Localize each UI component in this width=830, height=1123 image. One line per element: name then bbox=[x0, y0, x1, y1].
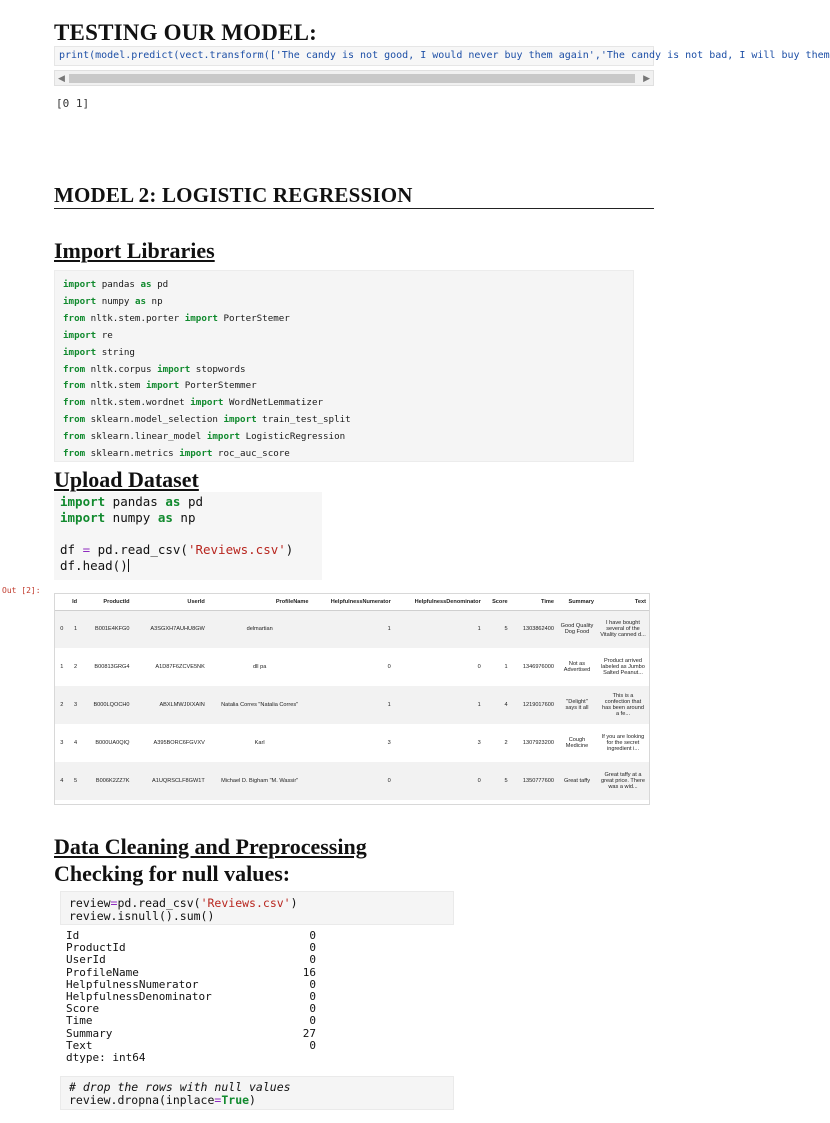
code-token: roc_auc_score bbox=[212, 448, 290, 460]
keyword: from bbox=[63, 431, 86, 443]
import-line bbox=[63, 294, 625, 311]
code-token: train_test_split bbox=[256, 414, 351, 426]
code-token: pandas bbox=[105, 494, 166, 509]
code-token: nltk.stem.porter bbox=[85, 312, 185, 324]
heading-upload-dataset: Upload Dataset bbox=[54, 467, 199, 492]
string-literal: 'Reviews.csv' bbox=[187, 542, 286, 557]
column-name: Text bbox=[66, 1038, 93, 1052]
table-cell: 3 bbox=[66, 686, 80, 724]
code-token: sklearn.metrics bbox=[85, 448, 180, 460]
table-cell: delmartian bbox=[208, 610, 312, 648]
table-cell: 5 bbox=[66, 762, 80, 800]
heading-divider bbox=[54, 208, 654, 209]
column-header: Id bbox=[66, 594, 80, 610]
table-cell: dll pa bbox=[252, 664, 267, 670]
code-token: string bbox=[96, 346, 135, 358]
table-cell: "Delight" says it all bbox=[557, 686, 597, 724]
import-line bbox=[63, 446, 625, 463]
table-cell: Cough Medicine bbox=[565, 737, 589, 749]
null-check-code-cell[interactable] bbox=[60, 891, 454, 925]
code-line bbox=[69, 1094, 445, 1107]
keyword: from bbox=[63, 414, 86, 426]
predict-code-cell[interactable] bbox=[54, 46, 830, 66]
keyword: from bbox=[63, 363, 86, 375]
predict-code-line: print(model.predict(vect.transform(['The candy is not good, I would never buy them again','The candy is not bad, I will buy them bbox=[59, 50, 830, 61]
keyword: from bbox=[63, 448, 86, 460]
code-line bbox=[60, 510, 316, 526]
dataframe-body bbox=[55, 610, 649, 800]
import-line bbox=[63, 395, 625, 412]
table-row bbox=[55, 724, 649, 762]
column-name: ProductId bbox=[66, 941, 126, 955]
null-count-value: 0 bbox=[309, 977, 316, 991]
column-name: Score bbox=[66, 1002, 100, 1016]
keyword: from bbox=[63, 380, 86, 392]
dropna-code-cell[interactable] bbox=[60, 1076, 454, 1110]
import-line bbox=[63, 412, 625, 429]
heading-testing-model: TESTING OUR MODEL: bbox=[54, 20, 318, 45]
table-cell: 0 bbox=[394, 762, 484, 800]
keyword: import bbox=[146, 380, 180, 392]
table-cell: 1 bbox=[311, 610, 393, 648]
code-token: numpy bbox=[105, 510, 158, 525]
code-token: LogisticRegression bbox=[240, 431, 346, 443]
operator: = bbox=[110, 896, 118, 910]
table-row bbox=[55, 610, 649, 648]
heading-import-libraries: Import Libraries bbox=[54, 238, 215, 263]
table-cell: B001E4KFG0 bbox=[80, 610, 132, 648]
table-cell: 1 bbox=[394, 686, 484, 724]
code-token: nltk.stem.wordnet bbox=[85, 397, 191, 409]
code-token: review.dropna(inplace bbox=[69, 1093, 215, 1107]
keyword: import bbox=[60, 510, 106, 525]
blank-line bbox=[60, 526, 316, 542]
table-cell: If you are looking for the secret ingredient i... bbox=[601, 734, 645, 752]
table-cell: Great taffy at a great price. There was a wid... bbox=[597, 762, 649, 800]
keyword: True bbox=[221, 1093, 250, 1107]
keyword: as bbox=[157, 510, 173, 525]
import-line bbox=[63, 311, 625, 328]
column-name: Time bbox=[66, 1014, 93, 1028]
null-count-value: 0 bbox=[309, 953, 316, 967]
null-count-row bbox=[66, 1028, 316, 1040]
code-token: pd bbox=[180, 494, 204, 509]
import-line bbox=[63, 277, 625, 294]
table-cell: A1D87F6ZCVE5NK bbox=[155, 664, 205, 670]
scroll-right-icon[interactable]: ▶ bbox=[643, 73, 650, 83]
null-count-value: 0 bbox=[309, 1002, 316, 1016]
table-cell: I have bought several of the Vitality canned d... bbox=[597, 610, 649, 648]
column-name: HelpfulnessNumerator bbox=[66, 977, 199, 991]
code-token: re bbox=[96, 329, 113, 341]
keyword: import bbox=[157, 363, 191, 375]
code-token: WordNetLemmatizer bbox=[223, 397, 324, 409]
string-literal: 'Reviews.csv' bbox=[200, 896, 291, 910]
dataframe-table bbox=[55, 594, 649, 800]
keyword: import bbox=[63, 295, 97, 307]
table-cell: 0 bbox=[477, 664, 481, 670]
code-token: sklearn.model_selection bbox=[85, 414, 224, 426]
null-count-value: 0 bbox=[309, 989, 316, 1003]
table-cell: 5 bbox=[484, 762, 511, 800]
upload-code-cell[interactable] bbox=[54, 492, 322, 580]
code-token: sklearn.linear_model bbox=[85, 431, 207, 443]
keyword: import bbox=[63, 329, 97, 341]
keyword: import bbox=[190, 397, 224, 409]
code-line bbox=[60, 558, 316, 574]
table-cell: Good Quality Dog Food bbox=[557, 610, 597, 648]
table-cell: 2 bbox=[55, 686, 66, 724]
code-line bbox=[60, 542, 316, 558]
table-cell: A1UQRSCLF8GW1T bbox=[133, 762, 208, 800]
table-cell: This is a confection that has been around a fe... bbox=[597, 686, 649, 724]
import-line bbox=[63, 345, 625, 362]
table-cell: 1 bbox=[66, 610, 80, 648]
null-count-value: 27 bbox=[302, 1026, 316, 1040]
keyword: as bbox=[134, 295, 147, 307]
column-header: UserId bbox=[133, 594, 208, 610]
table-cell: 1 bbox=[504, 664, 508, 670]
table-row bbox=[55, 762, 649, 800]
table-cell: 0 bbox=[311, 762, 393, 800]
column-header: Score bbox=[484, 594, 511, 610]
predict-output: [0 1] bbox=[56, 97, 90, 110]
horizontal-scrollbar[interactable] bbox=[54, 70, 654, 86]
heading-model2: MODEL 2: LOGISTIC REGRESSION bbox=[54, 183, 413, 207]
keyword: import bbox=[184, 312, 218, 324]
table-cell: 3 bbox=[477, 740, 481, 746]
column-name: UserId bbox=[66, 953, 106, 967]
table-cell: Great taffy bbox=[557, 762, 597, 800]
null-count-value: 16 bbox=[302, 965, 316, 979]
dtype-line: dtype: int64 bbox=[66, 1050, 146, 1064]
table-cell: 2 bbox=[73, 664, 78, 670]
column-name: ProfileName bbox=[66, 965, 139, 979]
code-token: nltk.stem bbox=[85, 380, 146, 392]
null-count-value: 0 bbox=[309, 941, 316, 955]
code-token: stopwords bbox=[190, 363, 246, 375]
table-cell: A3SGXH7AUHU8GW bbox=[133, 610, 208, 648]
null-count-value: 0 bbox=[309, 1014, 316, 1028]
import-line bbox=[63, 362, 625, 379]
table-cell: Not as Advertised bbox=[563, 661, 591, 673]
column-header: HelpfulnessNumerator bbox=[311, 594, 393, 610]
keyword: as bbox=[140, 279, 152, 290]
table-cell: 0 bbox=[55, 610, 66, 648]
table-cell: 1307923200 bbox=[522, 740, 554, 746]
keyword: from bbox=[63, 397, 86, 409]
table-cell: A395BORC6FGVXV bbox=[153, 740, 205, 746]
table-cell: 3 bbox=[387, 740, 391, 746]
column-name: Summary bbox=[66, 1026, 113, 1040]
operator: = bbox=[214, 1093, 222, 1107]
dataframe-output bbox=[54, 593, 650, 805]
table-cell: 4 bbox=[73, 740, 78, 746]
table-cell: B000LQOCH0 bbox=[80, 686, 132, 724]
code-token: ) bbox=[290, 896, 298, 910]
scroll-left-icon[interactable]: ◀ bbox=[58, 73, 65, 83]
column-header: Time bbox=[511, 594, 557, 610]
table-cell: 1 bbox=[60, 664, 64, 670]
column-name: HelpfulnessDenominator bbox=[66, 989, 212, 1003]
code-token: ) bbox=[285, 542, 294, 557]
column-header: Text bbox=[597, 594, 649, 610]
table-cell: 4 bbox=[55, 762, 66, 800]
code-token: df bbox=[60, 542, 83, 557]
import-line bbox=[63, 429, 625, 446]
code-comment: # drop the rows with null values bbox=[69, 1080, 291, 1094]
keyword: import bbox=[63, 279, 97, 290]
code-line bbox=[60, 494, 316, 510]
null-count-row bbox=[66, 1003, 316, 1015]
output-prompt-label: Out [2]: bbox=[2, 586, 41, 595]
table-cell: B00813GRG4 bbox=[94, 664, 130, 670]
dataframe-header-row bbox=[55, 594, 649, 610]
heading-data-cleaning: Data Cleaning and Preprocessing bbox=[54, 834, 367, 859]
table-cell: B000UA0QIQ bbox=[95, 740, 130, 746]
code-line: review.isnull().sum() bbox=[69, 908, 215, 923]
import-line bbox=[63, 328, 625, 345]
code-token: nltk.corpus bbox=[85, 363, 158, 375]
code-token: pd.read_csv( bbox=[90, 542, 188, 557]
keyword: from bbox=[63, 312, 86, 324]
table-cell: 1 bbox=[394, 610, 484, 648]
table-cell: 1219017600 bbox=[511, 686, 557, 724]
table-cell: 5 bbox=[484, 610, 511, 648]
keyword: import bbox=[179, 448, 213, 460]
keyword: import bbox=[63, 346, 97, 358]
keyword: import bbox=[223, 414, 257, 426]
code-token: np bbox=[172, 510, 196, 525]
code-token: numpy bbox=[96, 295, 135, 307]
column-header: HelpfulnessDenominator bbox=[394, 594, 484, 610]
column-header: Summary bbox=[557, 594, 597, 610]
operator: = bbox=[82, 542, 91, 557]
table-cell: Product arrived labeled as Jumbo Salted Peanut... bbox=[601, 658, 645, 676]
scroll-thumb[interactable] bbox=[69, 74, 635, 83]
imports-code-cell[interactable] bbox=[54, 270, 634, 462]
code-token: np bbox=[146, 295, 163, 307]
table-row bbox=[55, 686, 649, 724]
table-cell: 2 bbox=[504, 740, 508, 746]
code-token: pd.read_csv( bbox=[117, 896, 201, 910]
code-token: ) bbox=[249, 1093, 256, 1107]
null-count-value: 0 bbox=[309, 1038, 316, 1052]
table-cell: 1303862400 bbox=[511, 610, 557, 648]
table-cell: 1 bbox=[311, 686, 393, 724]
column-header: ProfileName bbox=[208, 594, 312, 610]
keyword: import bbox=[206, 431, 241, 443]
text-cursor bbox=[128, 559, 129, 572]
null-count-row bbox=[66, 991, 316, 1003]
table-row bbox=[55, 648, 649, 686]
code-token: df.head() bbox=[60, 558, 128, 573]
code-token: PorterStemmer bbox=[179, 380, 257, 392]
column-name: Id bbox=[66, 929, 80, 942]
table-cell: 0 bbox=[387, 664, 391, 670]
table-cell: Karl bbox=[254, 740, 265, 746]
table-cell: ABXLMWJIXXAIN bbox=[133, 686, 208, 724]
null-count-output bbox=[66, 930, 316, 1064]
table-cell: Michael D. Bigham "M. Wassir" bbox=[208, 762, 312, 800]
table-cell: Natalia Corres "Natalia Corres" bbox=[208, 686, 312, 724]
table-cell: B006K2ZZ7K bbox=[80, 762, 132, 800]
table-cell: 1350777600 bbox=[511, 762, 557, 800]
table-cell: 4 bbox=[484, 686, 511, 724]
code-token: pandas bbox=[96, 279, 141, 290]
heading-null-check: Checking for null values: bbox=[54, 861, 291, 886]
table-cell: 1346976000 bbox=[522, 664, 554, 670]
import-line bbox=[63, 378, 625, 395]
code-token: pd bbox=[151, 279, 169, 290]
column-header: ProductId bbox=[80, 594, 132, 610]
keyword: import bbox=[60, 494, 106, 509]
code-token: review bbox=[69, 896, 111, 910]
code-token: PorterStemer bbox=[217, 312, 290, 324]
table-cell: 3 bbox=[60, 740, 64, 746]
code-line bbox=[69, 897, 445, 910]
null-count-value: 0 bbox=[309, 929, 316, 942]
keyword: as bbox=[165, 494, 181, 509]
column-header bbox=[55, 594, 66, 610]
